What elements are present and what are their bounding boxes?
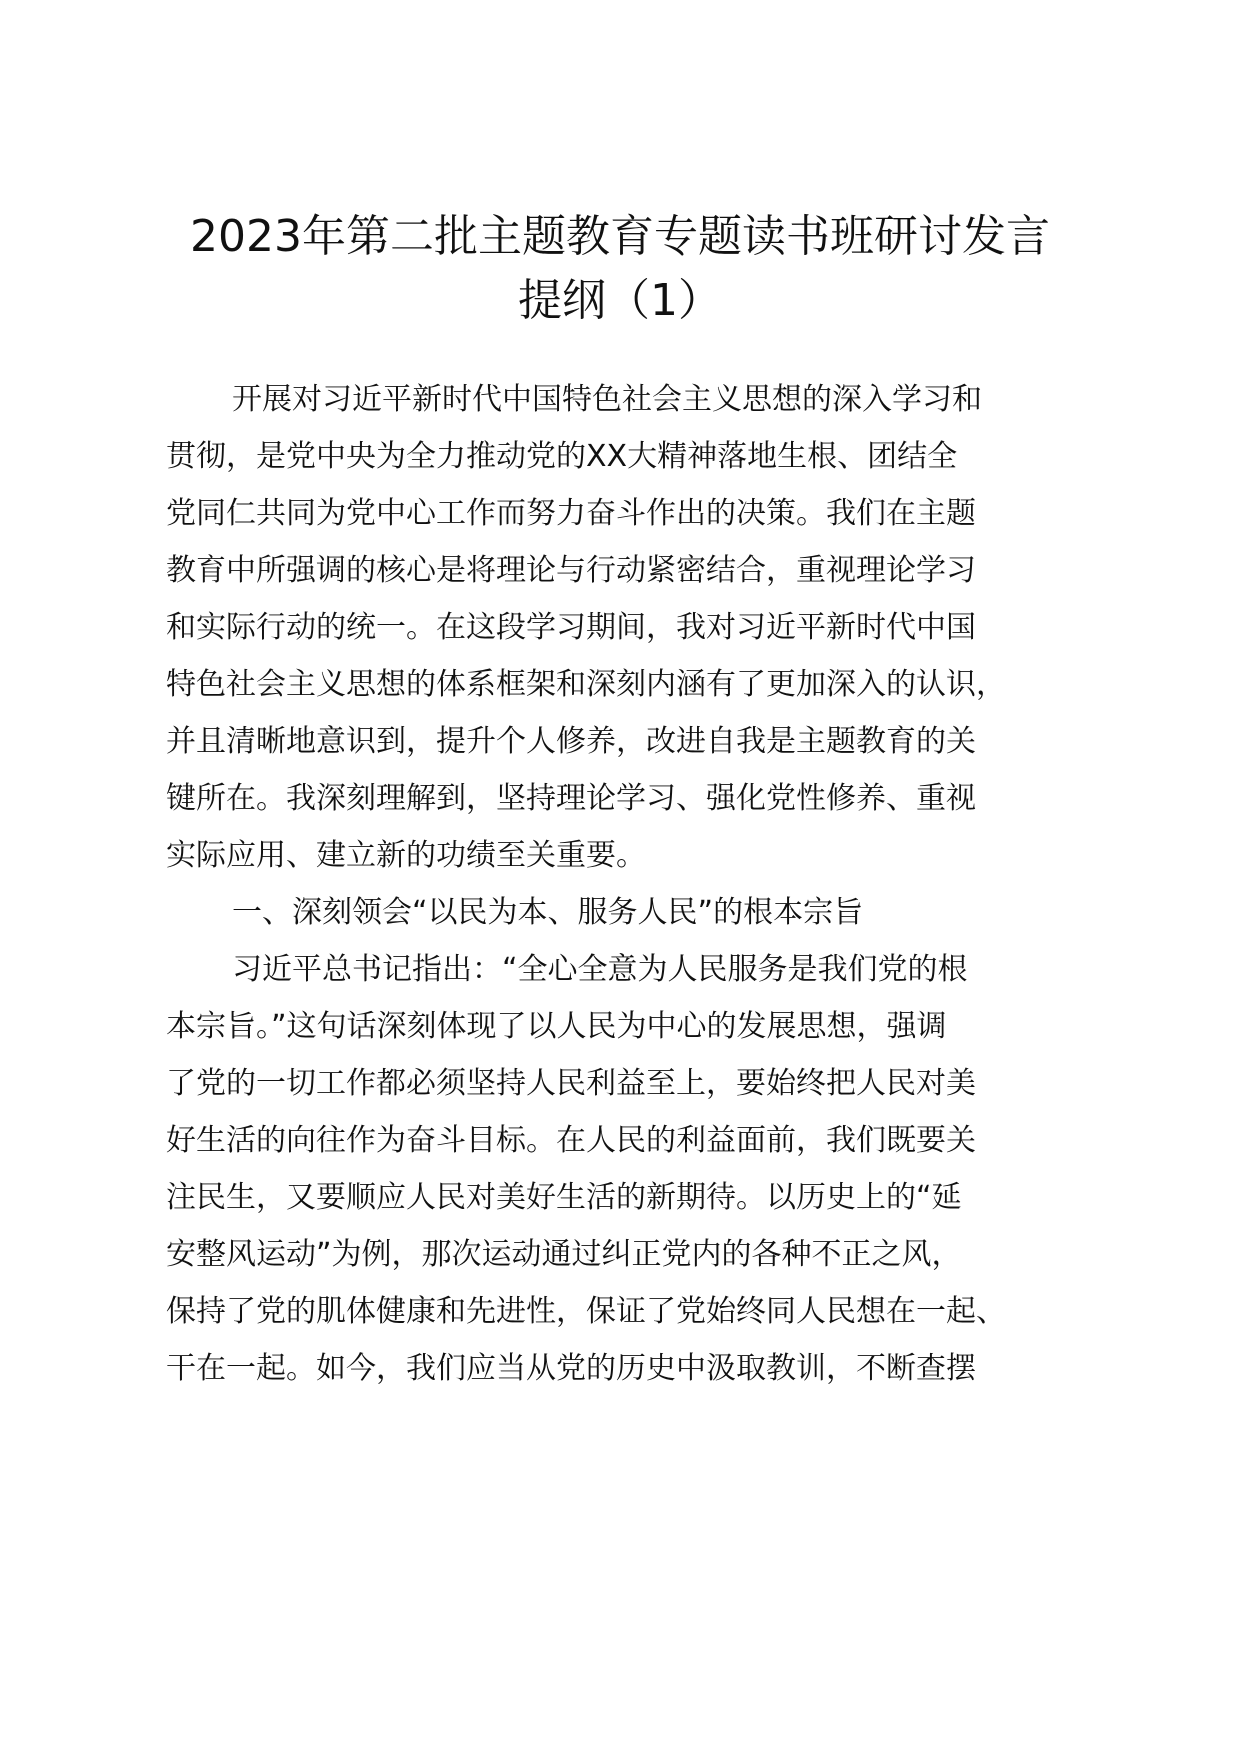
title-line-2: 提纲（1） bbox=[518, 275, 722, 326]
document-title bbox=[150, 205, 1090, 333]
body-line: 了党的一切工作都必须坚持人民利益至上，要始终把人民对美 bbox=[166, 1066, 976, 1101]
body-line: 特色社会主义思想的体系框架和深刻内涵有了更加深入的认识， bbox=[166, 667, 1006, 702]
body-line: 实际应用、建立新的功绩至关重要。 bbox=[166, 838, 646, 873]
body-line: 本宗旨。”这句话深刻体现了以人民为中心的发展思想，强调 bbox=[166, 1009, 947, 1044]
body-line: 教育中所强调的核心是将理论与行动紧密结合，重视理论学习 bbox=[166, 553, 976, 588]
body-line: 并且清晰地意识到，提升个人修养，改进自我是主题教育的关 bbox=[166, 724, 976, 759]
body-line: 好生活的向往作为奋斗目标。在人民的利益面前，我们既要关 bbox=[166, 1123, 976, 1158]
body-line: 保持了党的肌体健康和先进性，保证了党始终同人民想在一起、 bbox=[166, 1294, 1006, 1329]
body-line: 键所在。我深刻理解到，坚持理论学习、强化党性修养、重视 bbox=[166, 781, 976, 816]
section-heading: 一、深刻领会“以民为本、服务人民”的根本宗旨 bbox=[232, 895, 864, 930]
body-line: 开展对习近平新时代中国特色社会主义思想的深入学习和 bbox=[232, 382, 982, 417]
body-line: 党同仁共同为党中心工作而努力奋斗作出的决策。我们在主题 bbox=[166, 496, 976, 531]
body-line: 和实际行动的统一。在这段学习期间，我对习近平新时代中国 bbox=[166, 610, 976, 645]
body-line: 贯彻，是党中央为全力推动党的XX大精神落地生根、团结全 bbox=[166, 439, 958, 474]
body-line: 安整风运动”为例，那次运动通过纠正党内的各种不正之风， bbox=[166, 1237, 962, 1272]
body-line: 注民生，又要顺应人民对美好生活的新期待。以历史上的“延 bbox=[166, 1180, 962, 1215]
body-line: 习近平总书记指出：“全心全意为人民服务是我们党的根 bbox=[232, 952, 968, 987]
title-line-1: 2023年第二批主题教育专题读书班研讨发言 bbox=[190, 211, 1050, 262]
body-line: 干在一起。如今，我们应当从党的历史中汲取教训，不断查摆 bbox=[166, 1351, 976, 1386]
